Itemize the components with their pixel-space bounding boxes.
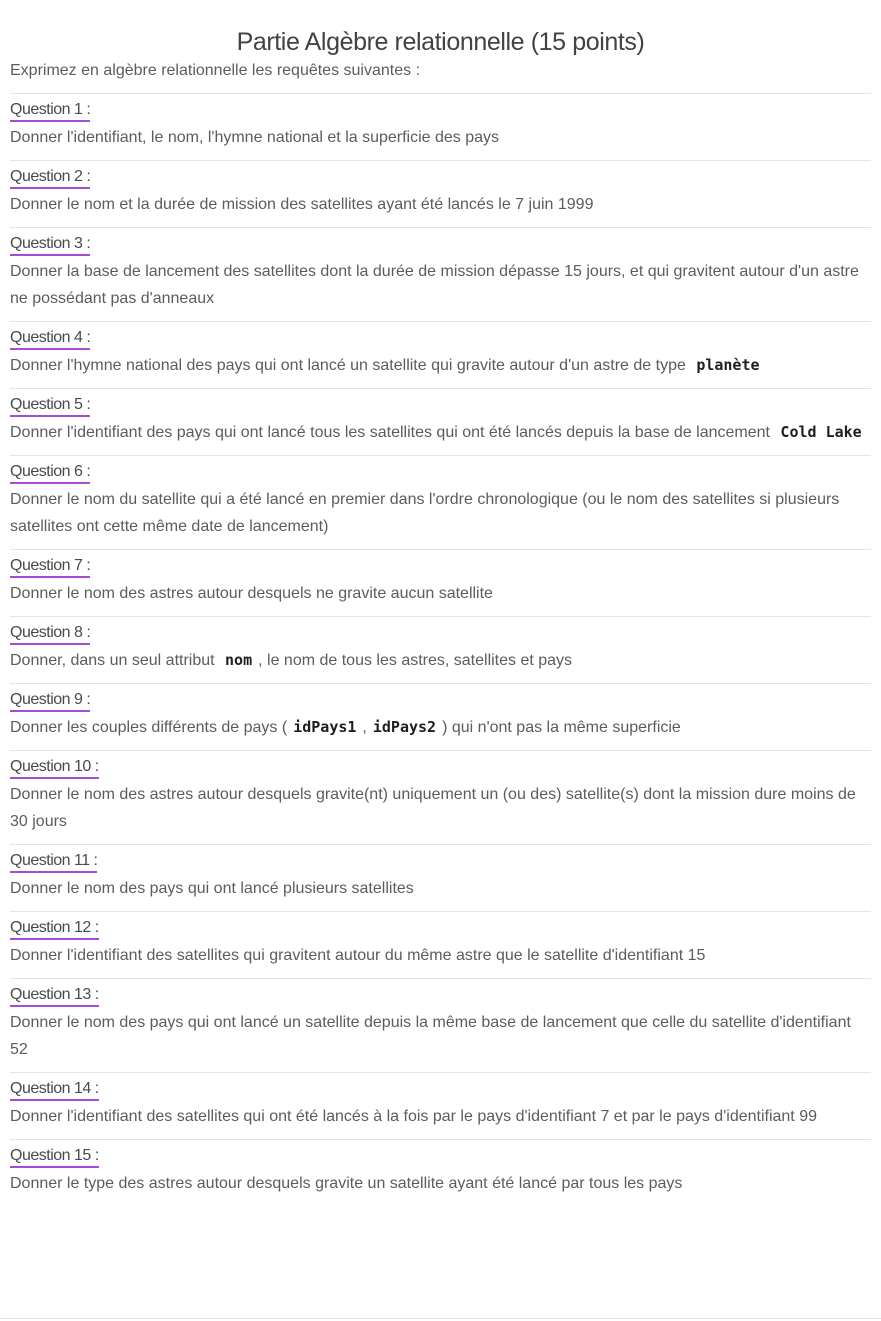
inline-code: nom	[225, 651, 253, 669]
question-text-segment: Donner le type des astres autour desquels gravite un satellite ayant été lancé par tous les pays	[10, 1175, 683, 1192]
question-item	[10, 1139, 871, 1206]
question-text-segment: Donner l'identifiant des pays qui ont lancé tous les satellites qui ont été lancés depuis la base de lancement	[10, 424, 775, 441]
inline-code: Cold Lake	[780, 423, 862, 441]
question-heading: Question 11 :	[10, 851, 97, 873]
question-heading: Question 2 :	[10, 167, 90, 189]
inline-code: idPays1	[293, 718, 357, 736]
question-text	[10, 1009, 871, 1063]
question-item	[10, 227, 871, 321]
question-text	[10, 191, 871, 218]
question-text-segment: Donner le nom du satellite qui a été lancé en premier dans l'ordre chronologique (ou le nom des satellites si plusieurs satellites ont cette même date de lancement)	[10, 491, 844, 535]
question-heading: Question 10 :	[10, 757, 99, 779]
question-list	[10, 93, 871, 1206]
question-heading: Question 9 :	[10, 690, 90, 712]
question-text	[10, 714, 871, 741]
question-text-segment: Donner le nom et la durée de mission des satellites ayant été lancés le 7 juin 1999	[10, 196, 594, 213]
question-item	[10, 616, 871, 683]
question-item	[10, 93, 871, 160]
question-item	[10, 1072, 871, 1139]
question-text-segment: Donner le nom des astres autour desquels gravite(nt) uniquement un (ou des) satellite(s) dont la mission dure moins de 30 jours	[10, 786, 861, 830]
question-text-segment: Donner l'hymne national des pays qui ont lancé un satellite qui gravite autour d'un astre de type	[10, 357, 691, 374]
question-text-segment: Donner le nom des astres autour desquels ne gravite aucun satellite	[10, 585, 493, 602]
question-text-segment: Donner les couples différents de pays (	[10, 719, 288, 736]
inline-code: idPays2	[372, 718, 437, 736]
question-item	[10, 683, 871, 750]
question-text-segment: Donner l'identifiant des satellites qui gravitent autour du même astre que le satellite d'identifiant 15	[10, 947, 706, 964]
question-text-segment: , le nom de tous les astres, satellites et pays	[258, 652, 573, 669]
question-text-segment: Donner l'identifiant des satellites qui ont été lancés à la fois par le pays d'identifiant 7 et par le pays d'identifiant 99	[10, 1108, 817, 1125]
question-text-segment: Donner la base de lancement des satellites dont la durée de mission dépasse 15 jours, et qui gravitent autour d'un astre ne possédant pas d'anneaux	[10, 263, 864, 307]
question-text-segment: ,	[362, 719, 367, 736]
question-heading: Question 14 :	[10, 1079, 99, 1101]
question-text-segment: ) qui n'ont pas la même superficie	[442, 719, 681, 736]
question-heading: Question 8 :	[10, 623, 90, 645]
question-text	[10, 942, 871, 969]
question-heading: Question 3 :	[10, 234, 90, 256]
question-text-segment: Donner, dans un seul attribut	[10, 652, 220, 669]
question-text	[10, 124, 871, 151]
question-item	[10, 844, 871, 911]
inline-code: planète	[696, 356, 760, 374]
question-text	[10, 1170, 871, 1197]
question-heading: Question 5 :	[10, 395, 90, 417]
question-heading: Question 4 :	[10, 328, 90, 350]
question-text	[10, 580, 871, 607]
page-title: Partie Algèbre relationnelle (15 points)	[236, 28, 645, 56]
question-heading: Question 15 :	[10, 1146, 99, 1168]
intro-text: Exprimez en algèbre relationnelle les requêtes suivantes :	[10, 62, 421, 79]
question-heading: Question 6 :	[10, 462, 90, 484]
question-item	[10, 388, 871, 455]
question-heading: Question 7 :	[10, 556, 90, 578]
question-text	[10, 875, 871, 902]
question-heading: Question 12 :	[10, 918, 99, 940]
question-item	[10, 549, 871, 616]
question-text-segment: Donner l'identifiant, le nom, l'hymne national et la superficie des pays	[10, 129, 500, 146]
question-text-segment: Donner le nom des pays qui ont lancé plusieurs satellites	[10, 880, 414, 897]
question-item	[10, 455, 871, 549]
question-item	[10, 321, 871, 388]
question-text	[10, 258, 871, 312]
question-item	[10, 911, 871, 978]
question-text-segment: Donner le nom des pays qui ont lancé un satellite depuis la même base de lancement que celle du satellite d'identifiant 52	[10, 1014, 856, 1058]
question-text	[10, 781, 871, 835]
question-text	[10, 352, 871, 379]
question-text	[10, 486, 871, 540]
question-text	[10, 647, 871, 674]
question-text	[10, 1103, 871, 1130]
question-item	[10, 160, 871, 227]
question-heading: Question 13 :	[10, 985, 99, 1007]
question-text	[10, 419, 871, 446]
question-item	[10, 978, 871, 1072]
question-heading: Question 1 :	[10, 100, 90, 122]
bottom-divider	[0, 1318, 881, 1319]
question-item	[10, 750, 871, 844]
